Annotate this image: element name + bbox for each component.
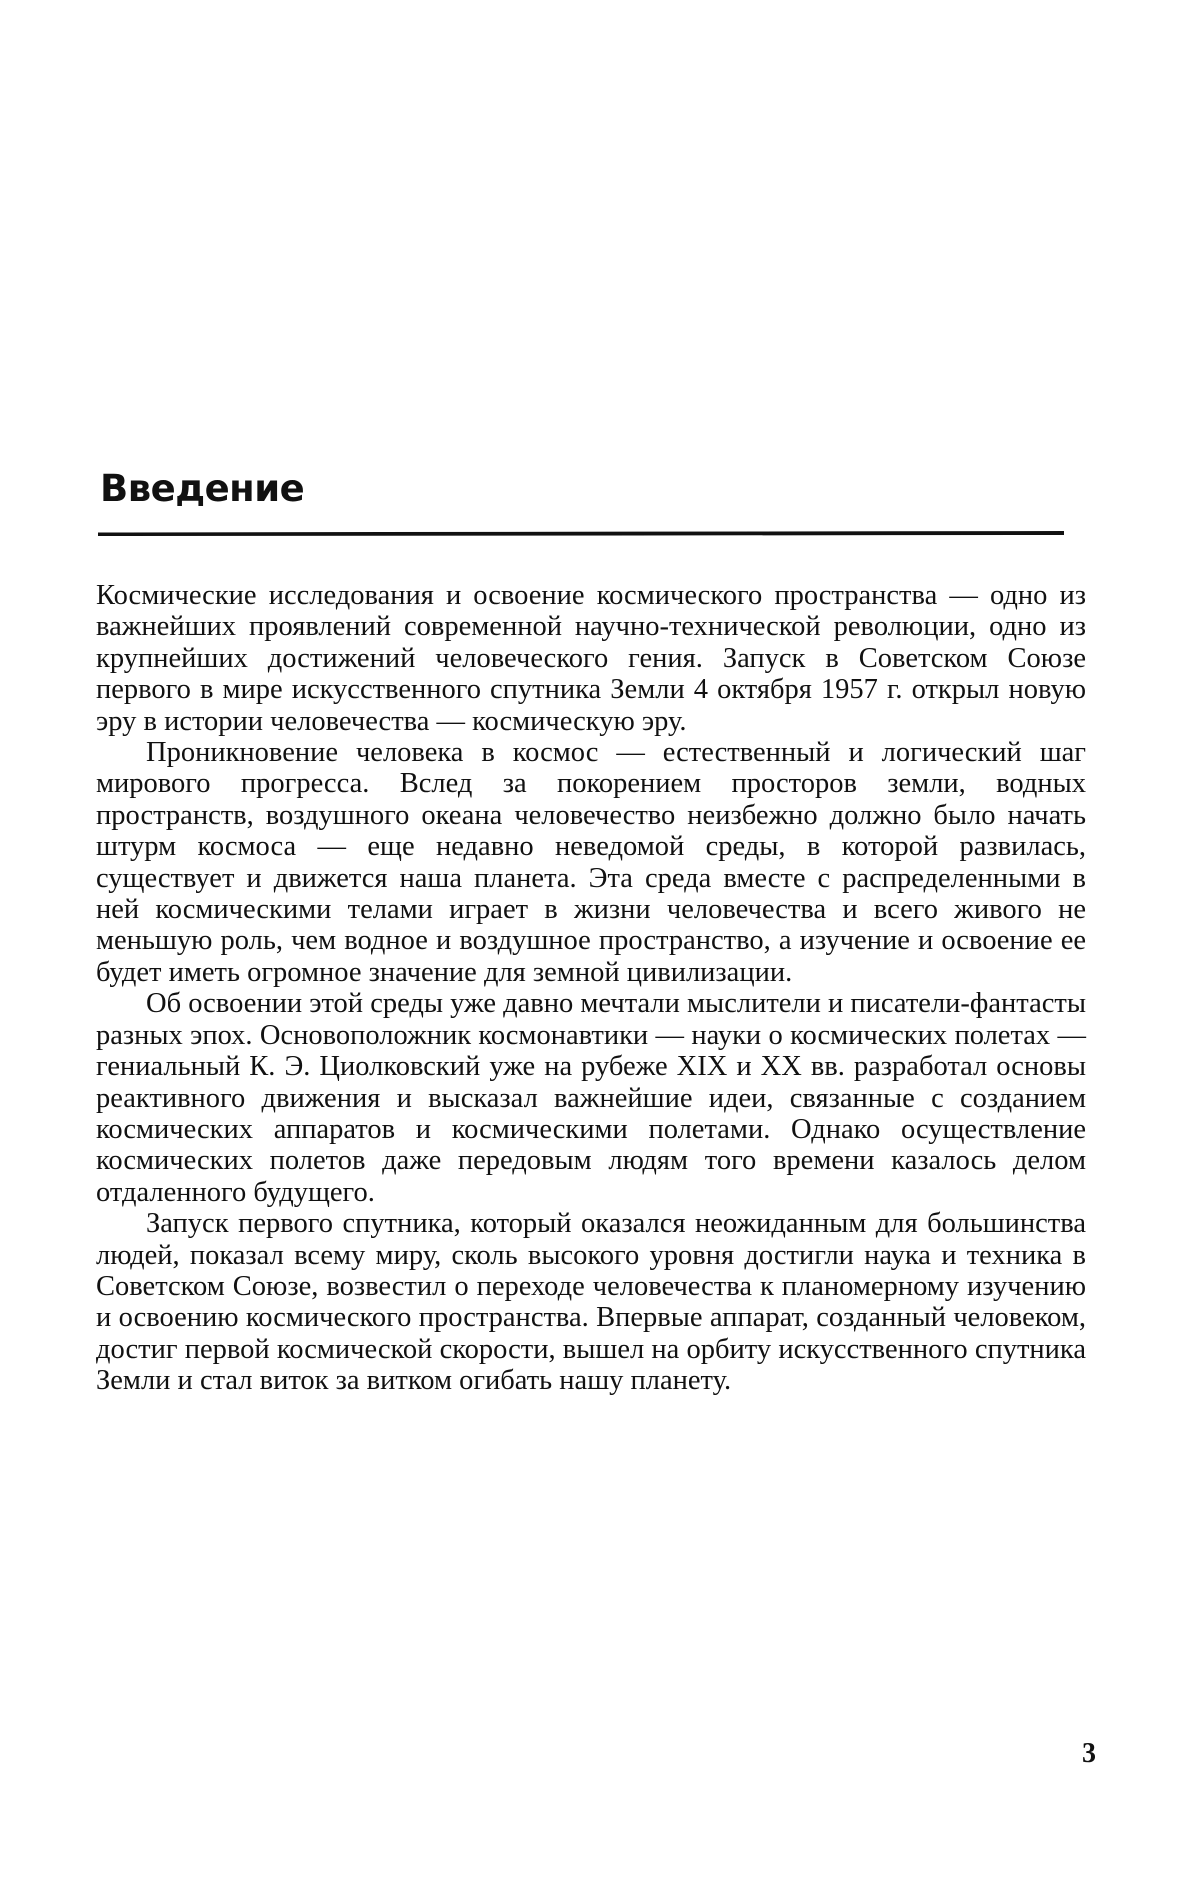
paragraph: Запуск первого спутника, который оказался неожиданным для большинства людей, показал всему миру, сколь высокого уровня достигли наука и техника в Советском Союзе, возвестил о переходе человечества к планомерному изучению и освоению космического пространства. Впервые аппарат, созданный человеком, достиг первой космической скорости, вышел на орбиту искусственного спутника Земли и стал виток за витком огибать нашу планету. xyxy=(96,1208,1086,1397)
paragraph: Космические исследования и освоение космического пространства — одно из важнейших проявлений современной научно-технической революции, одно из крупнейших достижений человеческого гения. Запуск в Советском Союзе первого в мире искусственного спутника Земли 4 октября 1957 г. открыл новую эру в истории человечества — космическую эру. xyxy=(96,580,1086,737)
paragraph: Об освоении этой среды уже давно мечтали мыслители и писатели-фантасты разных эпох. Основоположник космонавтики — науки о космических полетах — гениальный К. Э. Циолковский уже на рубеже XIX и XX вв. разработал основы реактивного движения и высказал важнейшие идеи, связанные с созданием космических аппаратов и космическими полетами. Однако осуществление космических полетов даже передовым людям того времени казалось делом отдаленного будущего. xyxy=(96,988,1086,1208)
chapter-heading: Введение xyxy=(100,467,305,510)
body-text xyxy=(96,580,1086,1397)
heading-rule xyxy=(98,531,1064,536)
page-number: 3 xyxy=(1082,1738,1096,1769)
paragraph: Проникновение человека в космос — естественный и логический шаг мирового прогресса. Вслед за покорением просторов земли, водных пространств, воздушного океана человечество неизбежно должно было начать штурм космоса — еще недавно неведомой среды, в которой развилась, существует и движется наша планета. Эта среда вместе с распределенными в ней космическими телами играет в жизни человечества и всего живого не меньшую роль, чем водное и воздушное пространство, а изучение и освоение ее будет иметь огромное значение для земной цивилизации. xyxy=(96,737,1086,988)
